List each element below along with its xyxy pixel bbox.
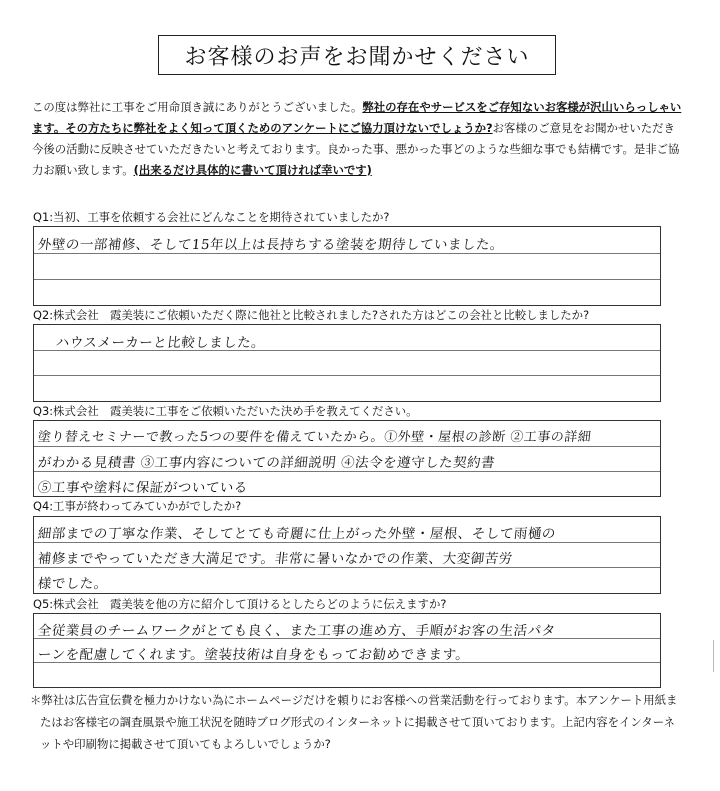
answer-4-line-1: 細部までの丁寧な作業、そしてとても奇麗に仕上がった外壁・屋根、そして雨樋の [36,526,557,542]
answer-4-line-3: 様でした。 [36,576,109,592]
answer-4-line-2: 補修までやっていただき大満足です。非常に暑いなかでの作業、大変御苦労 [36,551,514,567]
question-2-label: Q2:株式会社 霞美装にご依頼いただく際に他社と比較されました?された方はどこの会社と比較しましたか? [33,308,590,322]
answer-3-line-3: ⑤工事や塗料に保証がついている [36,480,249,496]
answer-5-line-1: 全従業員のチームワークがとても良く、また工事の進め方、手順がお客の生活パタ [36,623,557,639]
answer-3-line-2: がわかる見積書 ③工事内容についての詳細説明 ④法令を遵守した契約書 [36,455,496,471]
intro-part3: お客様のご意見をお聞かせいただき今後の活動に反映させていただきたいと考えております。良かった事、悪かった事どのような些細な事でも結構です。是非ご協力お願い致します。 [32,121,680,177]
question-4-label: Q4:工事が終わってみていかがでしたか? [33,499,242,513]
intro-underlined-request: 弊社の存在やサービスをご存知ないお客様が沢山いらっしゃいます。その方たちに弊社をよく知って頂くためのアンケートにご協力頂けないでしょうか? [32,100,682,135]
intro-part1: この度は弊社に工事をご用命頂き誠にありがとうございました。 [32,100,363,114]
answer-box-5 [33,613,661,688]
answer-box-2 [33,324,661,402]
question-5-label: Q5:株式会社 霞美装を他の方に紹介して頂けるとしたらどのように伝えますか? [33,597,447,611]
answer-box-1 [33,226,661,306]
question-3-label: Q3:株式会社 霞美装に工事をご依頼いただいた決め手を教えてください。 [33,404,418,418]
answer-3-line-1: 塗り替えセミナーで教った5つの要件を備えていたから。①外壁・屋根の診断 ②工事の詳細 [37,430,592,445]
intro-text [32,97,684,181]
footnote: ＊弊社は広告宣伝費を極力かけない為にホームページだけを頼りにお客様への営業活動を行っております。本アンケート用紙またはお客様宅の調査風景や施工状況を随時ブログ形式のインターネットに掲載させて頂いております。上記内容をインターネットや印刷物に掲載させて頂いてもよろしいでしょうか? [30,693,678,751]
answer-box-4 [33,516,661,594]
page-title: お客様のお声をお聞かせください [158,35,556,75]
question-1-label: Q1:当初、工事を依頼する会社にどんなことを期待されていましたか? [33,210,390,224]
answer-2-line-1: ハウスメーカーと比較しました。 [54,335,266,351]
answer-box-3 [33,420,661,497]
answer-5-line-2: ーンを配慮してくれます。塗装技術は自身をもってお勧めできます。 [36,647,471,663]
page-edge-mark [713,640,720,672]
intro-underlined-note: (出来るだけ具体的に書いて頂ければ幸いです) [133,163,372,177]
answer-1-line-1: 外壁の一部補修、そして15年以上は長持ちする塗装を期待していました。 [36,237,505,253]
